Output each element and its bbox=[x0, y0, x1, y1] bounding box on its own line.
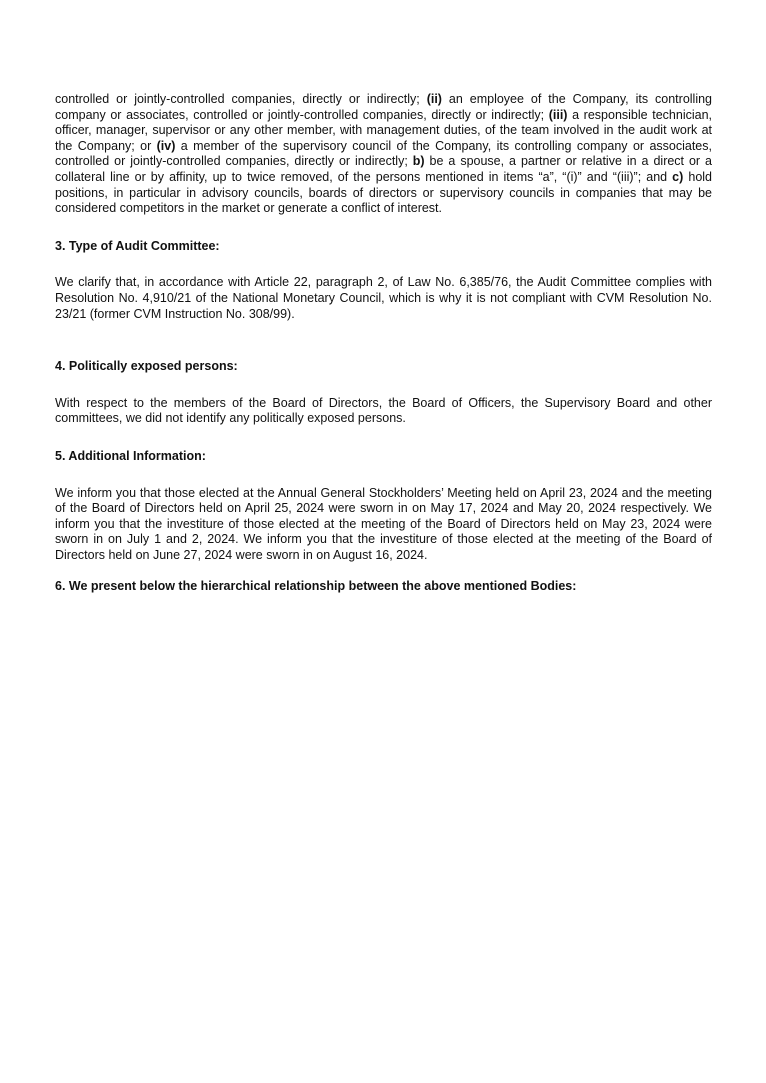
section-body-additional-info: We inform you that those elected at the Annual General Stockholders’ Meeting held on April 23, 2024 and the meeting of the Board of Directors held on April 25, 2024 were sworn in on May 17, 2024 and May 20, 2024 respectively. We inform you that the investiture of those elected at the meeting of the Board of Directors held on May 23, 2024 were sworn in on July 1 and 2, 2024. We inform you that the investiture of those elected at the meeting of the Board of Directors held on June 27, 2024 were sworn in on August 16, 2024. bbox=[55, 485, 712, 562]
section-heading-hierarchy: 6. We present below the hierarchical relationship between the above mentioned Bodies: bbox=[55, 579, 577, 594]
intro-text-5: be a spouse, a partner or relative in a direct or a collateral line or by affinity, up to twice removed, of the persons mentioned in items “a”, “(i)” and “(iii)”; and bbox=[55, 154, 713, 184]
intro-paragraph bbox=[55, 92, 712, 217]
section-body-politically-exposed: With respect to the members of the Board of Directors, the Board of Officers, the Supervisory Board and other committees, we did not identify any politically exposed persons. bbox=[55, 395, 712, 426]
intro-item-iii-marker: (iii) bbox=[548, 107, 568, 122]
intro-item-b-marker: b) bbox=[412, 154, 425, 169]
intro-item-c-marker: c) bbox=[672, 169, 684, 184]
intro-text-2: an employee of the Company, its controlling company or associates, controlled or jointly-controlled companies, directly or indirectly; bbox=[55, 92, 713, 122]
section-body-audit-committee: We clarify that, in accordance with Article 22, paragraph 2, of Law No. 6,385/76, the Audit Committee complies with Resolution No. 4,910/21 of the National Monetary Council, which is why it is not compliant with CVM Resolution No. 23/21 (former CVM Instruction No. 308/99). bbox=[55, 275, 712, 321]
intro-item-iv-marker: (iv) bbox=[156, 138, 176, 153]
intro-item-ii-marker: (ii) bbox=[426, 92, 442, 106]
section-heading-audit-committee: 3. Type of Audit Committee: bbox=[55, 238, 220, 253]
intro-text-4: a member of the supervisory council of the Company, its controlling company or associates, controlled or jointly-controlled companies, directly or indirectly; bbox=[55, 138, 712, 169]
section-heading-politically-exposed: 4. Politically exposed persons: bbox=[55, 359, 238, 374]
intro-text-1: controlled or jointly-controlled companies, directly or indirectly; bbox=[55, 92, 427, 106]
intro-text-6: hold positions, in particular in advisory councils, boards of directors or supervisory councils in companies that may be considered competitors in the market or generate a conflict of interest. bbox=[55, 169, 713, 216]
section-heading-additional-info: 5. Additional Information: bbox=[55, 448, 206, 463]
document-page bbox=[55, 92, 712, 595]
intro-text-3: a responsible technician, officer, manager, supervisor or any other member, with management duties, of the team involved in the audit work at the Company; or bbox=[55, 107, 712, 153]
